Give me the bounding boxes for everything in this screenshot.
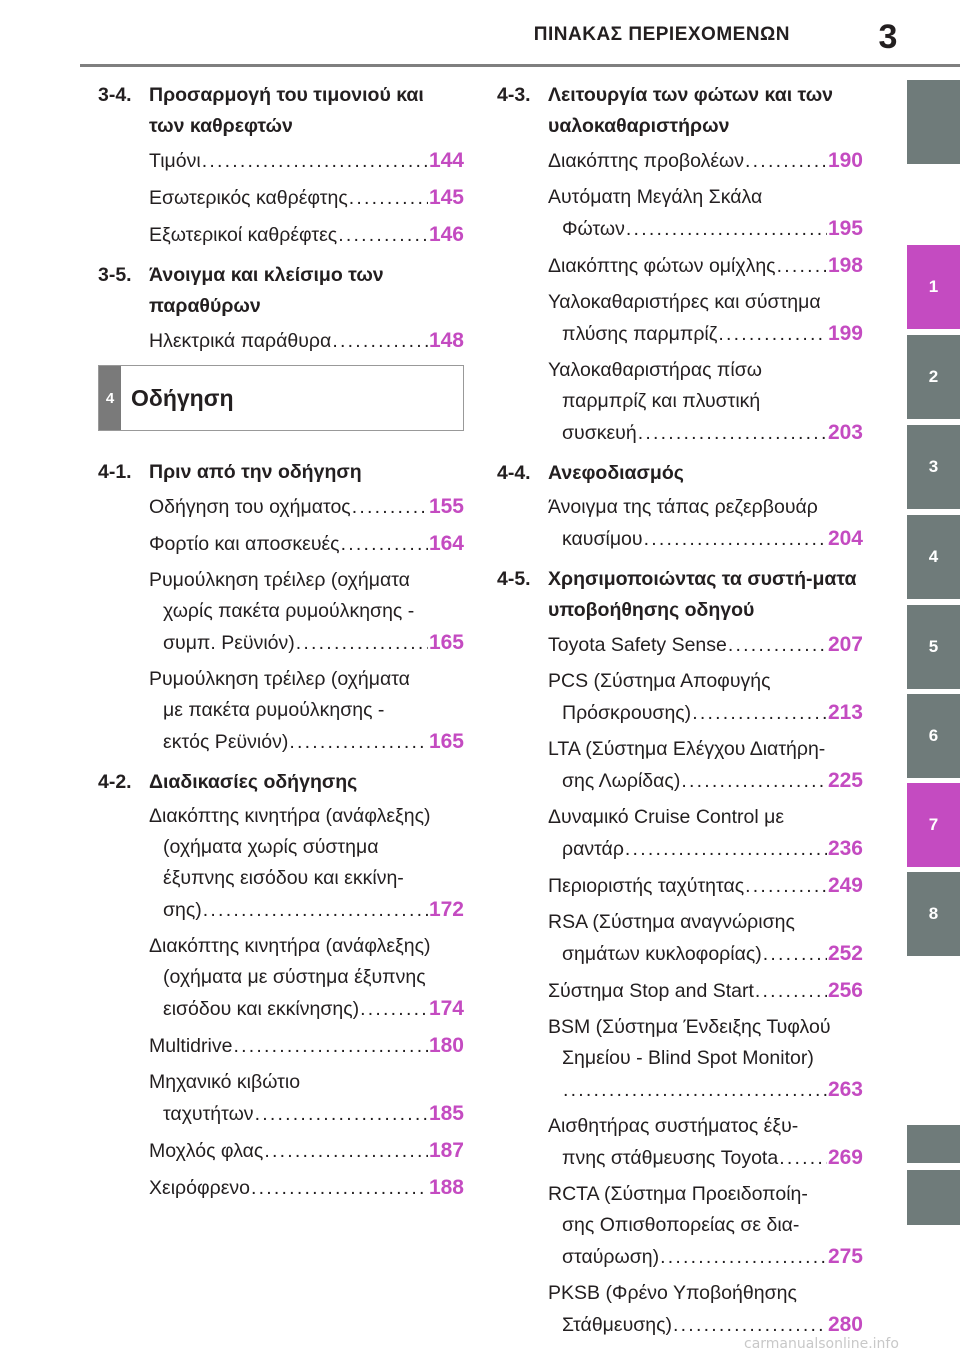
entry-label-cont: (οχήματα με σύστημα έξυπνης xyxy=(163,966,426,988)
section-heading xyxy=(497,458,863,489)
entry-page[interactable]: 148 xyxy=(428,329,464,352)
footer-watermark: carmanualsonline.info xyxy=(744,1336,899,1352)
section-heading xyxy=(497,564,863,626)
entry-label: Toyota Safety Sense xyxy=(548,634,727,656)
entry-label: Υαλοκαθαριστήρες και σύστημα xyxy=(548,291,821,313)
toc-entry[interactable] xyxy=(497,250,863,282)
toc-entry[interactable] xyxy=(497,975,863,1007)
chapter-tab-1[interactable]: 1 xyxy=(907,245,960,329)
toc-entry[interactable] xyxy=(497,870,863,902)
chapter-tab-8[interactable]: 8 xyxy=(907,872,960,956)
entry-label: RSA (Σύστημα αναγνώρισης xyxy=(548,911,795,933)
entry-label-cont: πνης στάθμευσης Toyota xyxy=(562,1147,779,1169)
entry-page[interactable]: 199 xyxy=(827,322,863,345)
section-heading xyxy=(98,457,464,488)
entry-label: PCS (Σύστημα Αποφυγής xyxy=(548,670,771,692)
chapter-tab-blank[interactable] xyxy=(907,80,960,164)
toc-entry[interactable] xyxy=(98,1135,464,1167)
entry-label: BSM (Σύστημα Ένδειξης Τυφλού xyxy=(548,1016,831,1038)
toc-entry[interactable] xyxy=(497,1278,863,1341)
entry-label-cont: εκτός Ρεϋνιόν) xyxy=(163,731,289,753)
section-number: 3-5. xyxy=(98,264,132,286)
entry-label-cont: Πρόσκρουσης) xyxy=(562,702,692,724)
chapter-tab-extra-b[interactable] xyxy=(907,1170,960,1225)
entry-page[interactable]: 172 xyxy=(428,898,464,921)
entry-page[interactable]: 195 xyxy=(827,217,863,240)
entry-label: RCTA (Σύστημα Προειδοποίη- xyxy=(548,1183,808,1205)
toc-entry[interactable] xyxy=(497,145,863,177)
entry-page[interactable]: 180 xyxy=(428,1034,464,1057)
toc-entry[interactable] xyxy=(497,1012,863,1106)
entry-label: Χειρόφρενο xyxy=(149,1177,250,1199)
entry-page[interactable]: 188 xyxy=(428,1176,464,1199)
entry-label: LTA (Σύστημα Ελέγχου Διατήρη- xyxy=(548,738,826,760)
section-number: 4-1. xyxy=(98,461,132,483)
entry-label-cont: Σημείου - Blind Spot Monitor) xyxy=(562,1047,814,1069)
toc-entry[interactable] xyxy=(497,492,863,555)
entry-label-cont: πλύσης παρμπρίζ xyxy=(562,323,718,345)
section-title: Άνοιγμα και κλείσιμο των παραθύρων xyxy=(149,264,384,317)
entry-page[interactable]: 249 xyxy=(827,874,863,897)
entry-page[interactable]: 252 xyxy=(827,942,863,965)
header-divider xyxy=(80,64,960,67)
chapter-tab-extra-a[interactable] xyxy=(907,1125,960,1163)
entry-page[interactable]: 275 xyxy=(827,1245,863,1268)
entry-label-cont: συμπ. Ρεϋνιόν) xyxy=(163,632,295,654)
entry-page[interactable]: 146 xyxy=(428,223,464,246)
entry-label-cont: συσκευή xyxy=(562,422,637,444)
entry-page[interactable]: 165 xyxy=(428,631,464,654)
entry-label: Διακόπτης κινητήρα (ανάφλεξης) xyxy=(149,805,431,827)
entry-page[interactable]: 204 xyxy=(827,527,863,550)
entry-label: PKSB (Φρένο Υποβοήθησης xyxy=(548,1282,797,1304)
entry-page[interactable]: 280 xyxy=(827,1313,863,1336)
chapter-tab-5[interactable]: 5 xyxy=(907,605,960,689)
entry-label: Δυναμικό Cruise Control με xyxy=(548,806,785,828)
entry-label: Ηλεκτρικά παράθυρα xyxy=(149,330,332,352)
entry-label: Τιμόνι xyxy=(149,150,201,172)
entry-page[interactable]: 213 xyxy=(827,701,863,724)
chapter-tab-7[interactable]: 7 xyxy=(907,783,960,867)
entry-page[interactable]: 187 xyxy=(428,1139,464,1162)
entry-label-cont: σταύρωση) xyxy=(562,1246,660,1268)
toc-entry[interactable] xyxy=(98,1172,464,1204)
entry-label-cont: εισόδου και εκκίνησης) xyxy=(163,998,360,1020)
entry-label-cont: παρμπρίζ και πλυστική xyxy=(562,390,761,412)
entry-page[interactable]: 145 xyxy=(428,186,464,209)
toc-entry[interactable] xyxy=(497,802,863,865)
section-number: 4-5. xyxy=(497,568,531,590)
toc-entry[interactable] xyxy=(98,1030,464,1062)
entry-label: Εξωτερικοί καθρέφτες xyxy=(149,224,338,246)
entry-label: Αισθητήρας συστήματος έξυ- xyxy=(548,1115,799,1137)
entry-page[interactable]: 269 xyxy=(827,1146,863,1169)
entry-label: Διακόπτης προβολέων xyxy=(548,150,745,172)
section-number: 4-3. xyxy=(497,84,531,106)
toc-entry[interactable] xyxy=(98,1067,464,1130)
entry-label: Οδήγηση του οχήματος xyxy=(149,496,351,518)
toc-entry[interactable] xyxy=(98,325,464,357)
entry-page[interactable]: 164 xyxy=(428,532,464,555)
entry-label-cont: Φώτων xyxy=(562,218,625,240)
chapter-banner xyxy=(98,365,464,431)
chapter-title: Οδήγηση xyxy=(131,384,234,411)
section-heading xyxy=(98,80,464,142)
entry-page[interactable]: 236 xyxy=(827,837,863,860)
entry-page[interactable]: 165 xyxy=(428,730,464,753)
toc-entry[interactable] xyxy=(98,219,464,251)
section-heading xyxy=(98,767,464,798)
entry-label: Φορτίο και αποσκευές xyxy=(149,533,340,555)
section-title: Χρησιμοποιώντας τα συστή-ματα υποβοήθησης οδηγού xyxy=(548,568,857,621)
entry-label: Εσωτερικός καθρέφτης xyxy=(149,187,348,209)
entry-page[interactable]: 256 xyxy=(827,979,863,1002)
section-title: Πριν από την οδήγηση xyxy=(149,461,362,483)
toc-right-column xyxy=(497,80,863,1346)
entry-label-cont: έξυπνης εισόδου και εκκίνη- xyxy=(163,867,404,889)
entry-page[interactable]: 203 xyxy=(827,421,863,444)
toc-left-column xyxy=(98,80,464,1209)
entry-label-cont: (οχήματα χωρίς σύστημα xyxy=(163,836,379,858)
entry-label: Multidrive xyxy=(149,1035,233,1057)
entry-label-cont: σης) xyxy=(163,899,202,921)
toc-entry[interactable] xyxy=(98,565,464,659)
entry-label: Διακόπτης κινητήρα (ανάφλεξης) xyxy=(149,935,431,957)
entry-label: Μοχλός φλας xyxy=(149,1140,264,1162)
entry-label-cont: σης Οπισθοπορείας σε δια- xyxy=(562,1214,800,1236)
entry-label: Διακόπτης φώτων ομίχλης xyxy=(548,255,776,277)
header-title: ΠΙΝΑΚΑΣ ΠΕΡΙΕΧΟΜΕΝΩΝ xyxy=(533,24,790,45)
entry-label-cont: ταχυτήτων xyxy=(163,1103,254,1125)
toc-entry[interactable] xyxy=(497,666,863,729)
entry-label: Αυτόματη Μεγάλη Σκάλα xyxy=(548,186,763,208)
toc-entry[interactable] xyxy=(98,931,464,1025)
entry-label-cont: χωρίς πακέτα ρυμούλκησης - xyxy=(163,600,415,622)
toc-entry[interactable] xyxy=(98,491,464,523)
section-heading xyxy=(497,80,863,142)
section-title: Διαδικασίες οδήγησης xyxy=(149,771,358,793)
entry-page[interactable]: 174 xyxy=(428,997,464,1020)
entry-page[interactable]: 263 xyxy=(827,1078,863,1101)
section-heading xyxy=(98,260,464,322)
section-title: Προσαρμογή του τιμονιού και των καθρεφτών xyxy=(149,84,424,137)
entry-label-cont: σης Λωρίδας) xyxy=(562,770,681,792)
toc-entry[interactable] xyxy=(497,629,863,661)
entry-page[interactable]: 185 xyxy=(428,1102,464,1125)
section-number: 4-4. xyxy=(497,462,531,484)
section-number: 4-2. xyxy=(98,771,132,793)
toc-entry[interactable] xyxy=(497,287,863,350)
entry-page[interactable]: 225 xyxy=(827,769,863,792)
page-number: 3 xyxy=(878,18,898,56)
toc-entry[interactable] xyxy=(497,355,863,449)
entry-label: Άνοιγμα της τάπας ρεζερβουάρ xyxy=(548,496,818,518)
entry-label-cont: σημάτων κυκλοφορίας) xyxy=(562,943,762,965)
toc-entry[interactable] xyxy=(497,1111,863,1174)
entry-label-cont: Στάθμευσης) xyxy=(562,1314,673,1336)
entry-label-cont: με πακέτα ρυμούλκησης - xyxy=(163,699,385,721)
entry-label: Ρυμούλκηση τρέιλερ (οχήματα xyxy=(149,569,410,591)
toc-entry[interactable] xyxy=(98,528,464,560)
entry-page[interactable]: 207 xyxy=(827,633,863,656)
entry-page[interactable]: 198 xyxy=(827,254,863,277)
section-title: Ανεφοδιασμός xyxy=(548,462,684,484)
chapter-tab-3[interactable]: 3 xyxy=(907,425,960,509)
toc-entry[interactable] xyxy=(98,801,464,926)
entry-page[interactable]: 155 xyxy=(428,495,464,518)
entry-label: Περιοριστής ταχύτητας xyxy=(548,875,745,897)
chapter-tab-4[interactable]: 4 xyxy=(907,515,960,599)
entry-label: Σύστημα Stop and Start xyxy=(548,980,754,1002)
toc-entry[interactable] xyxy=(98,664,464,758)
toc-entry[interactable] xyxy=(497,734,863,797)
entry-label: Υαλοκαθαριστήρας πίσω xyxy=(548,359,762,381)
toc-entry[interactable] xyxy=(98,182,464,214)
entry-label-cont: ραντάρ xyxy=(562,838,624,860)
section-number: 3-4. xyxy=(98,84,132,106)
entry-label: Μηχανικό κιβώτιο xyxy=(149,1071,301,1093)
entry-label-cont: καυσίμου xyxy=(562,528,643,550)
chapter-tab-6[interactable]: 6 xyxy=(907,694,960,778)
toc-entry[interactable] xyxy=(497,907,863,970)
chapter-tab-2[interactable]: 2 xyxy=(907,335,960,419)
entry-label: Ρυμούλκηση τρέιλερ (οχήματα xyxy=(149,668,410,690)
entry-page[interactable]: 190 xyxy=(827,149,863,172)
chapter-number: 4 xyxy=(99,366,121,430)
entry-page[interactable]: 144 xyxy=(428,149,464,172)
section-title: Λειτουργία των φώτων και των υαλοκαθαριστήρων xyxy=(548,84,834,137)
toc-entry[interactable] xyxy=(98,145,464,177)
toc-entry[interactable] xyxy=(497,182,863,245)
toc-entry[interactable] xyxy=(497,1179,863,1273)
